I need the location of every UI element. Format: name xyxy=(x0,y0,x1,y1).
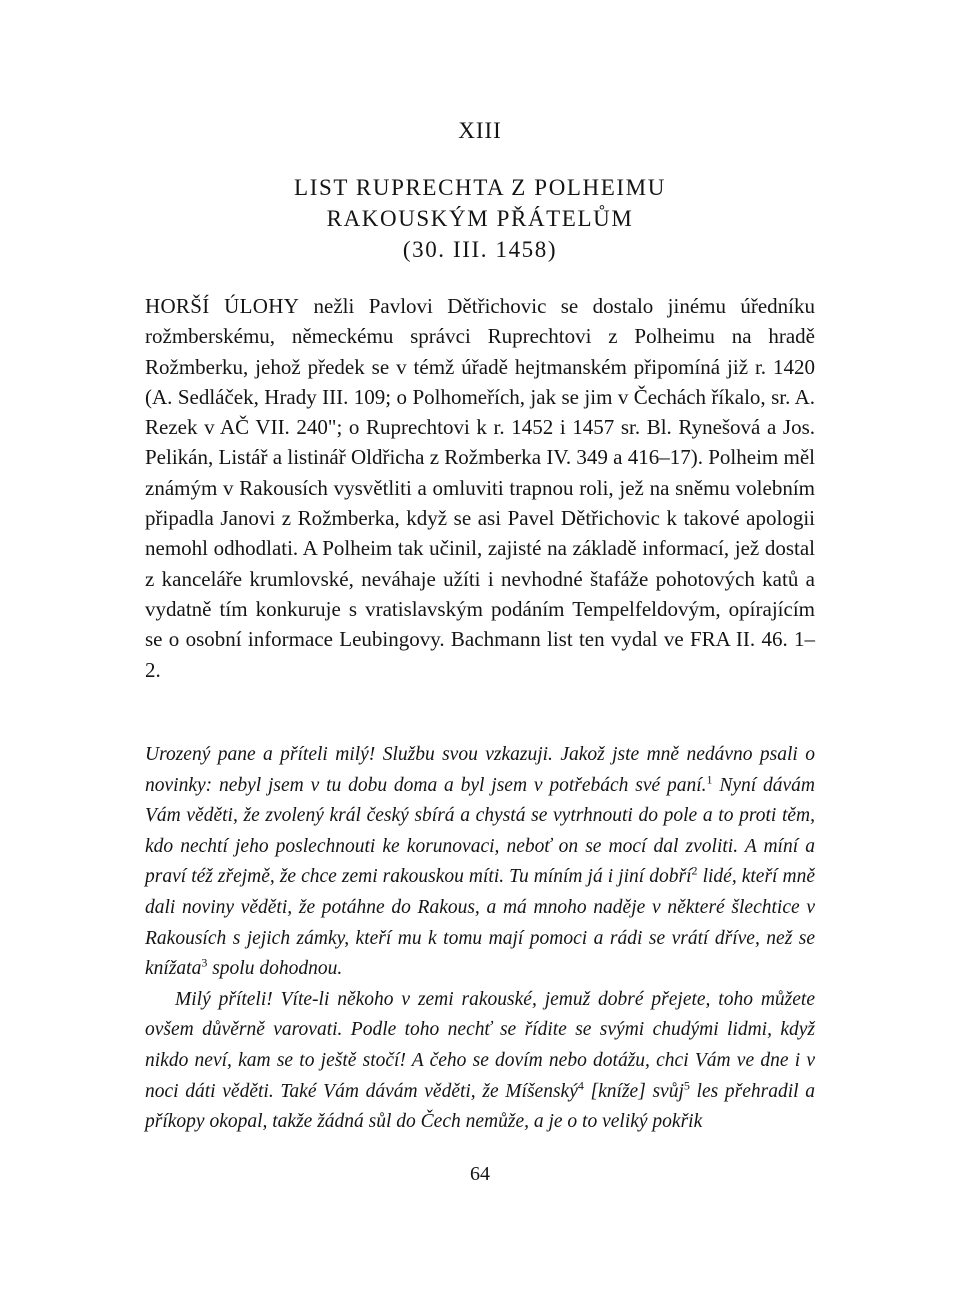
footnote-ref-3[interactable]: 3 xyxy=(201,955,208,970)
letter-p1-part-d: spolu dohodnou. xyxy=(207,958,343,980)
chapter-title-line-1: LIST RUPRECHTA Z POLHEIMU xyxy=(294,175,666,200)
footnote-ref-4[interactable]: 4 xyxy=(577,1078,584,1093)
letter-p2-part-a: Milý příteli! Víte-li někoho v zemi rakouské, jemuž dobré přejete, toho můžete ovšem důvěrně varovati. Podle toho nechť se řídite se svými chudými lidmi, když nikdo neví, kam se to ještě stočí! A čeho se dovím nebo dotážu, chci Vám ve dne i v noci dáti věděti. Také Vám dávám věděti, že Míšenský xyxy=(145,988,815,1102)
letter-p1-part-a: Urozený pane a příteli milý! Službu svou vzkazuji. Jakož jste mně nedávno psali o novinky: nebyl jsem v tu dobu doma a byl jsem v potřebách své paní. xyxy=(145,744,815,796)
chapter-date: (30. III. 1458) xyxy=(402,237,558,262)
footnote-ref-5[interactable]: 5 xyxy=(683,1078,690,1093)
letter-p2-part-c: les přehradil a příkopy okopal, takže žádná sůl do Čech nemůže, a je o to veliký pokřik xyxy=(145,1080,815,1133)
footnote-ref-1[interactable]: 1 xyxy=(706,772,713,787)
book-page xyxy=(145,0,815,1307)
intro-text: nežli Pavlovi Dětřichovic se dostalo jinému úředníku rožmberskému, německému správci Ruprechtovi z Polheimu na hradě Rožmberku, jehož předek se v témž úřadě hejtmanském připomíná již r. 1420 (A. Sedláček, Hrady III. 109; o Polhomeřích, jak se jim v Čechách říkalo, sr. A. Rezek v AČ VII. 240"; o Ruprechtovi k r. 1452 i 1457 sr. Bl. Rynešová a Jos. Pelikán, Listář a listinář Oldřicha z Rožmberka IV. 349 a 416–17). Polheim měl známým v Rakousích vysvětliti a omluviti trapnou roli, jež na sněmu volebním připadla Janovi z Rožmberka, když se asi Pavel Dětřichovic k takové apologii nemohl odhodlati. A Polheim tak učinil, zajisté na základě informací, jež dostal z kanceláře krumlovské, neváhaje užíti i nevhodné štafáže pohotových katů a vydatně tím konkuruje s vratislavským podáním Tempelfeldovým, opírajícím se o osobní informace Leubingovy. Bachmann list ten vydal ve FRA II. 46. 1–2. xyxy=(145,294,815,682)
intro-lead-caps: HORŠÍ ÚLOHY xyxy=(145,294,300,318)
chapter-title xyxy=(145,172,815,265)
letter-p2-part-b: [kníže] svůj xyxy=(583,1080,684,1102)
letter-paragraph-1 xyxy=(145,740,815,985)
chapter-title-line-2: RAKOUSKÝM PŘÁTELŮM xyxy=(326,206,634,231)
letter-p1-part-c: lidé, kteří mně dali noviny věděti, že potáhne do Rakous, a má mnoho naděje v některé šlechtice v Rakousích s jejich zámky, kteří mu k tomu mají pomoci a rádi se vrátí dříve, než se knížata xyxy=(145,866,815,980)
letter-text xyxy=(145,740,815,1138)
page-number: 64 xyxy=(470,1163,490,1185)
chapter-number: XIII xyxy=(458,118,502,143)
footnote-ref-2[interactable]: 2 xyxy=(691,863,698,878)
letter-paragraph-2 xyxy=(145,985,815,1138)
letter-p1-part-b: Nyní dávám Vám věděti, že zvolený král český sbírá a chystá se vytrhnouti do pole a to proti těm, kdo nechtí jeho poslechnouti ke korunovaci, neboť on se mocí dal zvoliti. A míní a praví též zřejmě, že chce zemi rakouskou míti. Tu míním já i jiní dobří xyxy=(145,774,815,888)
intro-paragraph xyxy=(145,291,815,685)
